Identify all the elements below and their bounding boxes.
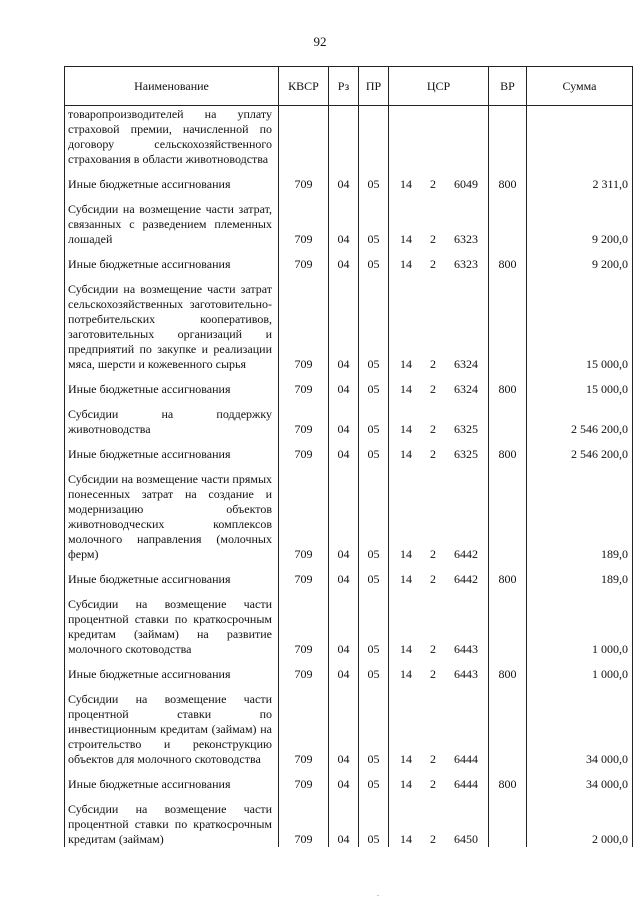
row-csr-c-part: 6324 bbox=[454, 382, 478, 396]
row-sum: 9 200,0 bbox=[527, 192, 633, 247]
row-csr-b-part: 2 bbox=[430, 777, 436, 791]
row-csr-b-part: 2 bbox=[430, 752, 436, 766]
row-rz: 04 bbox=[329, 192, 359, 247]
row-rz: 04 bbox=[329, 682, 359, 767]
row-csr-a-part: 14 bbox=[400, 177, 412, 191]
row-vr bbox=[489, 106, 527, 168]
row-sum: 9 200,0 bbox=[527, 247, 633, 272]
row-pr: 05 bbox=[359, 192, 389, 247]
row-csr bbox=[389, 167, 489, 192]
row-csr bbox=[389, 657, 489, 682]
row-rz: 04 bbox=[329, 562, 359, 587]
row-csr-c-part: 6442 bbox=[454, 547, 478, 561]
table-row bbox=[65, 167, 633, 192]
row-csr bbox=[389, 562, 489, 587]
row-csr-c-part: 6443 bbox=[454, 667, 478, 681]
row-kvsr: 709 bbox=[279, 682, 329, 767]
row-pr: 05 bbox=[359, 247, 389, 272]
row-name: Иные бюджетные ассигнования bbox=[65, 372, 279, 397]
row-pr: 05 bbox=[359, 767, 389, 792]
row-csr bbox=[389, 106, 489, 168]
row-name: Субсидии на возмещение части процентной ставки по краткосрочным кредитам (займам) bbox=[65, 792, 279, 847]
row-csr-a-part: 14 bbox=[400, 357, 412, 371]
row-kvsr: 709 bbox=[279, 397, 329, 437]
row-csr-b-part: 2 bbox=[430, 642, 436, 656]
scan-mark: . bbox=[377, 889, 379, 898]
row-sum: 34 000,0 bbox=[527, 767, 633, 792]
row-kvsr: 709 bbox=[279, 792, 329, 847]
row-name: Иные бюджетные ассигнования bbox=[65, 437, 279, 462]
row-csr-c-part: 6323 bbox=[454, 232, 478, 246]
row-kvsr: 709 bbox=[279, 372, 329, 397]
row-csr-b-part: 2 bbox=[430, 357, 436, 371]
row-csr-a-part: 14 bbox=[400, 642, 412, 656]
row-vr: 800 bbox=[489, 767, 527, 792]
row-csr-a-part: 14 bbox=[400, 257, 412, 271]
row-name: Субсидии на возмещение части затрат, связанных с разведением племенных лошадей bbox=[65, 192, 279, 247]
row-kvsr: 709 bbox=[279, 437, 329, 462]
column-header-rz: Рз bbox=[329, 67, 359, 106]
row-csr-a-part: 14 bbox=[400, 422, 412, 436]
row-csr-a-part: 14 bbox=[400, 382, 412, 396]
row-sum: 2 546 200,0 bbox=[527, 437, 633, 462]
row-csr-b-part: 2 bbox=[430, 667, 436, 681]
row-csr-b-part: 2 bbox=[430, 547, 436, 561]
row-name: Иные бюджетные ассигнования bbox=[65, 247, 279, 272]
row-sum: 2 546 200,0 bbox=[527, 397, 633, 437]
row-vr bbox=[489, 462, 527, 562]
row-csr-c-part: 6325 bbox=[454, 447, 478, 461]
table-row bbox=[65, 462, 633, 562]
row-csr bbox=[389, 792, 489, 847]
column-header-name: Наименование bbox=[65, 67, 279, 106]
row-rz: 04 bbox=[329, 792, 359, 847]
row-rz: 04 bbox=[329, 462, 359, 562]
row-csr-a-part: 14 bbox=[400, 752, 412, 766]
row-csr bbox=[389, 587, 489, 657]
row-pr: 05 bbox=[359, 397, 389, 437]
row-csr-a-part: 14 bbox=[400, 777, 412, 791]
row-pr: 05 bbox=[359, 682, 389, 767]
row-csr-a-part: 14 bbox=[400, 447, 412, 461]
row-vr bbox=[489, 792, 527, 847]
row-csr-b-part: 2 bbox=[430, 177, 436, 191]
row-csr bbox=[389, 192, 489, 247]
row-pr: 05 bbox=[359, 792, 389, 847]
row-kvsr: 709 bbox=[279, 587, 329, 657]
table-row bbox=[65, 192, 633, 247]
row-csr bbox=[389, 272, 489, 372]
row-name: Субсидии на возмещение части процентной ставки по краткосрочным кредитам (займам) на развитие молочного скотоводства bbox=[65, 587, 279, 657]
table-row bbox=[65, 272, 633, 372]
row-csr-c-part: 6325 bbox=[454, 422, 478, 436]
row-csr-c-part: 6324 bbox=[454, 357, 478, 371]
row-pr: 05 bbox=[359, 587, 389, 657]
row-name: Субсидии на возмещение части затрат сельскохозяйственных заготовительно-потребительских кооперативов, заготовительных организаций и предприятий по закупке и реализации мяса, шерсти и кожевенного сырья bbox=[65, 272, 279, 372]
row-csr-c-part: 6444 bbox=[454, 752, 478, 766]
row-name: Иные бюджетные ассигнования bbox=[65, 562, 279, 587]
row-rz: 04 bbox=[329, 657, 359, 682]
row-kvsr: 709 bbox=[279, 767, 329, 792]
row-vr bbox=[489, 272, 527, 372]
table-row bbox=[65, 437, 633, 462]
row-vr bbox=[489, 587, 527, 657]
row-pr: 05 bbox=[359, 167, 389, 192]
row-csr-b-part: 2 bbox=[430, 572, 436, 586]
row-vr: 800 bbox=[489, 167, 527, 192]
row-csr-c-part: 6450 bbox=[454, 832, 478, 846]
row-sum: 15 000,0 bbox=[527, 372, 633, 397]
row-sum: 15 000,0 bbox=[527, 272, 633, 372]
row-csr bbox=[389, 767, 489, 792]
row-kvsr: 709 bbox=[279, 272, 329, 372]
row-sum: 2 000,0 bbox=[527, 792, 633, 847]
row-csr-c-part: 6049 bbox=[454, 177, 478, 191]
row-sum: 1 000,0 bbox=[527, 587, 633, 657]
table-row bbox=[65, 106, 633, 168]
row-sum: 1 000,0 bbox=[527, 657, 633, 682]
row-name: Иные бюджетные ассигнования bbox=[65, 167, 279, 192]
row-kvsr bbox=[279, 106, 329, 168]
row-vr bbox=[489, 682, 527, 767]
row-sum: 189,0 bbox=[527, 562, 633, 587]
row-csr bbox=[389, 462, 489, 562]
column-header-kvsr: КВСР bbox=[279, 67, 329, 106]
row-sum: 189,0 bbox=[527, 462, 633, 562]
row-rz bbox=[329, 106, 359, 168]
table-row bbox=[65, 657, 633, 682]
row-rz: 04 bbox=[329, 372, 359, 397]
row-vr: 800 bbox=[489, 372, 527, 397]
row-vr bbox=[489, 397, 527, 437]
row-pr: 05 bbox=[359, 462, 389, 562]
row-name: товаропроизводителей на уплату страховой премии, начисленной по договору сельскохозяйственного страхования в области животноводства bbox=[65, 106, 279, 168]
row-csr-b-part: 2 bbox=[430, 422, 436, 436]
row-sum: 34 000,0 bbox=[527, 682, 633, 767]
row-kvsr: 709 bbox=[279, 247, 329, 272]
budget-table bbox=[64, 66, 633, 847]
row-csr-c-part: 6444 bbox=[454, 777, 478, 791]
row-kvsr: 709 bbox=[279, 192, 329, 247]
row-csr-a-part: 14 bbox=[400, 832, 412, 846]
table-row bbox=[65, 397, 633, 437]
row-csr-c-part: 6443 bbox=[454, 642, 478, 656]
row-csr-b-part: 2 bbox=[430, 382, 436, 396]
row-kvsr: 709 bbox=[279, 657, 329, 682]
column-header-csr: ЦСР bbox=[389, 67, 489, 106]
row-csr bbox=[389, 247, 489, 272]
row-csr-a-part: 14 bbox=[400, 572, 412, 586]
row-pr: 05 bbox=[359, 372, 389, 397]
row-rz: 04 bbox=[329, 767, 359, 792]
row-kvsr: 709 bbox=[279, 167, 329, 192]
page-number: 92 bbox=[313, 34, 327, 49]
row-csr-b-part: 2 bbox=[430, 832, 436, 846]
row-csr-c-part: 6442 bbox=[454, 572, 478, 586]
table-body bbox=[65, 106, 633, 848]
row-vr: 800 bbox=[489, 657, 527, 682]
row-name: Субсидии на возмещение части прямых понесенных затрат на создание и модернизацию объектов животноводческих комплексов молочного направления (молочных ферм) bbox=[65, 462, 279, 562]
row-name: Иные бюджетные ассигнования bbox=[65, 657, 279, 682]
row-pr: 05 bbox=[359, 657, 389, 682]
row-csr-b-part: 2 bbox=[430, 257, 436, 271]
table-row bbox=[65, 792, 633, 847]
row-sum bbox=[527, 106, 633, 168]
table-row bbox=[65, 587, 633, 657]
row-kvsr: 709 bbox=[279, 562, 329, 587]
row-pr: 05 bbox=[359, 272, 389, 372]
row-name: Субсидии на поддержку животноводства bbox=[65, 397, 279, 437]
table-row bbox=[65, 767, 633, 792]
row-rz: 04 bbox=[329, 167, 359, 192]
table-row bbox=[65, 247, 633, 272]
row-csr-a-part: 14 bbox=[400, 232, 412, 246]
row-rz: 04 bbox=[329, 437, 359, 462]
row-pr bbox=[359, 106, 389, 168]
row-pr: 05 bbox=[359, 562, 389, 587]
row-csr-b-part: 2 bbox=[430, 232, 436, 246]
row-csr-a-part: 14 bbox=[400, 667, 412, 681]
row-sum: 2 311,0 bbox=[527, 167, 633, 192]
table-header-row bbox=[65, 67, 633, 106]
row-csr bbox=[389, 437, 489, 462]
row-rz: 04 bbox=[329, 272, 359, 372]
row-rz: 04 bbox=[329, 247, 359, 272]
row-rz: 04 bbox=[329, 587, 359, 657]
row-pr: 05 bbox=[359, 437, 389, 462]
row-csr-b-part: 2 bbox=[430, 447, 436, 461]
row-name: Субсидии на возмещение части процентной ставки по инвестиционным кредитам (займам) на строительство и реконструкцию объектов для молочного скотоводства bbox=[65, 682, 279, 767]
row-csr-c-part: 6323 bbox=[454, 257, 478, 271]
row-kvsr: 709 bbox=[279, 462, 329, 562]
row-csr bbox=[389, 682, 489, 767]
table-row bbox=[65, 372, 633, 397]
row-vr: 800 bbox=[489, 247, 527, 272]
row-vr bbox=[489, 192, 527, 247]
row-vr: 800 bbox=[489, 437, 527, 462]
table-row bbox=[65, 562, 633, 587]
row-csr-a-part: 14 bbox=[400, 547, 412, 561]
row-rz: 04 bbox=[329, 397, 359, 437]
row-vr: 800 bbox=[489, 562, 527, 587]
row-csr bbox=[389, 372, 489, 397]
column-header-sum: Сумма bbox=[527, 67, 633, 106]
row-csr bbox=[389, 397, 489, 437]
row-name: Иные бюджетные ассигнования bbox=[65, 767, 279, 792]
table-row bbox=[65, 682, 633, 767]
column-header-vr: ВР bbox=[489, 67, 527, 106]
column-header-pr: ПР bbox=[359, 67, 389, 106]
